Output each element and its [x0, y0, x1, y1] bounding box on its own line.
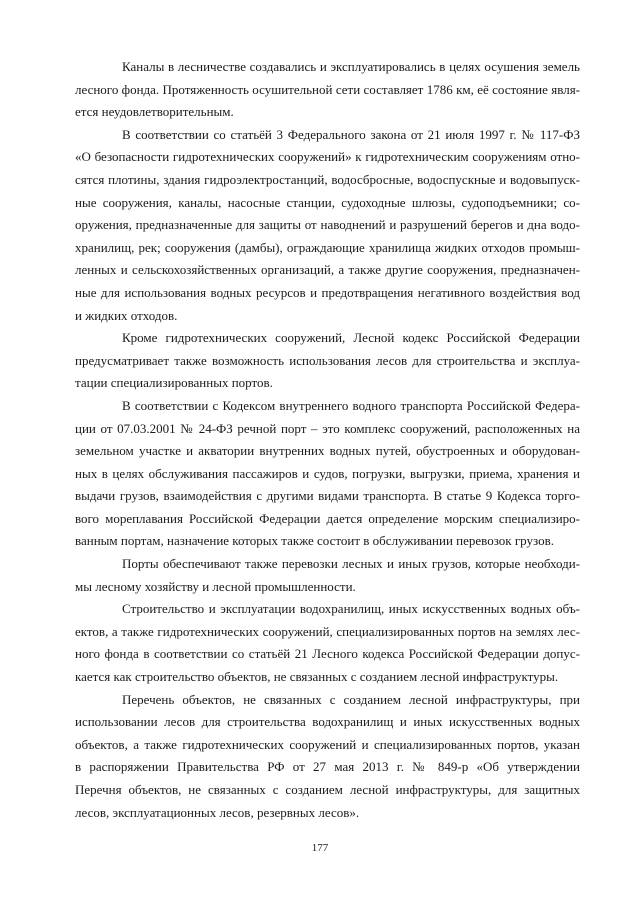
text-line: выдачи грузов, взаимодействия с другими видами транспорта. В статье 9 Кодекса торго- — [75, 488, 580, 504]
document-body — [75, 56, 580, 824]
paragraph — [75, 598, 580, 688]
text-line: лесов, эксплуатационных лесов, резервных лесов». — [75, 804, 360, 820]
text-line: ванным портам, назначение которых также состоит в обслуживании перевозок грузов. — [75, 533, 554, 549]
text-line: предусматривает также возможность использования лесов для строительства и эксплуа- — [75, 352, 580, 368]
text-line: объектов, а также гидротехнических сооружений и специализированных портов, указан — [75, 736, 580, 752]
paragraph — [75, 395, 580, 553]
text-line: и жидких отходов. — [75, 307, 178, 323]
text-line: вого мореплавания Российской Федерации дается определение морским специализиро- — [75, 510, 580, 526]
text-line: Кроме гидротехнических сооружений, Лесной кодекс Российской Федерации — [122, 330, 580, 346]
text-line: оружения, предназначенные для защиты от наводнений и разрушений берегов и дна водо- — [75, 217, 580, 233]
text-line: мы лесному хозяйству и лесной промышленности. — [75, 578, 356, 594]
text-line: ных в целях обслуживания пассажиров и судов, погрузки, выгрузки, приема, хранения и — [75, 465, 580, 481]
text-line: «О безопасности гидротехнических сооружений» к гидротехническим сооружениям отно- — [75, 149, 580, 165]
text-line: ленных и сельскохозяйственных организаций, а также другие сооружения, предназначен- — [75, 262, 580, 278]
text-line: В соответствии с Кодексом внутреннего водного транспорта Российской Федера- — [122, 397, 580, 413]
paragraph — [75, 327, 580, 395]
text-line: тации специализированных портов. — [75, 375, 273, 391]
text-line: В соответствии со статьёй 3 Федерального закона от 21 июля 1997 г. № 117-ФЗ — [122, 126, 580, 142]
text-line: лесного фонда. Протяженность осушительной сети составляет 1786 км, её состояние явля- — [75, 81, 580, 97]
paragraph — [75, 56, 580, 124]
text-line: ется неудовлетворительным. — [75, 104, 234, 120]
text-line: Перечень объектов, не связанных с созданием лесной инфраструктуры, при — [122, 691, 580, 707]
text-line: ные сооружения, каналы, насосные станции, судоходные шлюзы, судоподъемники; со- — [75, 194, 580, 210]
text-line: ные для использования водных ресурсов и предотвращения негативного воздействия вод — [75, 284, 580, 300]
paragraph — [75, 553, 580, 598]
page-number: 177 — [311, 842, 329, 854]
text-line: в распоряжении Правительства РФ от 27 мая 2013 г. № 849-р «Об утверждении — [75, 759, 580, 775]
text-line: ного фонда в соответствии со статьёй 21 Лесного кодекса Российской Федерации допус- — [75, 646, 580, 662]
text-line: земельном участке и акватории внутренних водных путей, обустроенных и оборудован- — [75, 443, 580, 459]
text-line: Строительство и эксплуатации водохранилищ, иных искусственных водных объ- — [122, 601, 580, 617]
text-line: кается как строительство объектов, не связанных с созданием лесной инфраструктуры. — [75, 669, 559, 685]
text-line: Перечня объектов, не связанных с созданием лесной инфраструктуры, для защитных — [75, 782, 580, 797]
text-line: ции от 07.03.2001 № 24-ФЗ речной порт – это комплекс сооружений, расположенных на — [75, 420, 580, 436]
text-line: Порты обеспечивают также перевозки лесных и иных грузов, которые необходи- — [122, 556, 580, 572]
text-line: использовании лесов для строительства водохранилищ и иных искусственных водных — [75, 714, 580, 730]
text-line: ектов, а также гидротехнических сооружений, специализированных портов на землях лес- — [75, 623, 580, 639]
text-line: хранилищ, рек; сооружения (дамбы), ограждающие хранилища жидких отходов промыш- — [75, 239, 580, 255]
text-line: сятся плотины, здания гидроэлектростанций, водосбросные, водоспускные и водовыпуск- — [75, 171, 580, 187]
text-line: Каналы в лесничестве создавались и эксплуатировались в целях осушения земель — [122, 59, 580, 74]
paragraph — [75, 689, 580, 825]
paragraph — [75, 124, 580, 327]
